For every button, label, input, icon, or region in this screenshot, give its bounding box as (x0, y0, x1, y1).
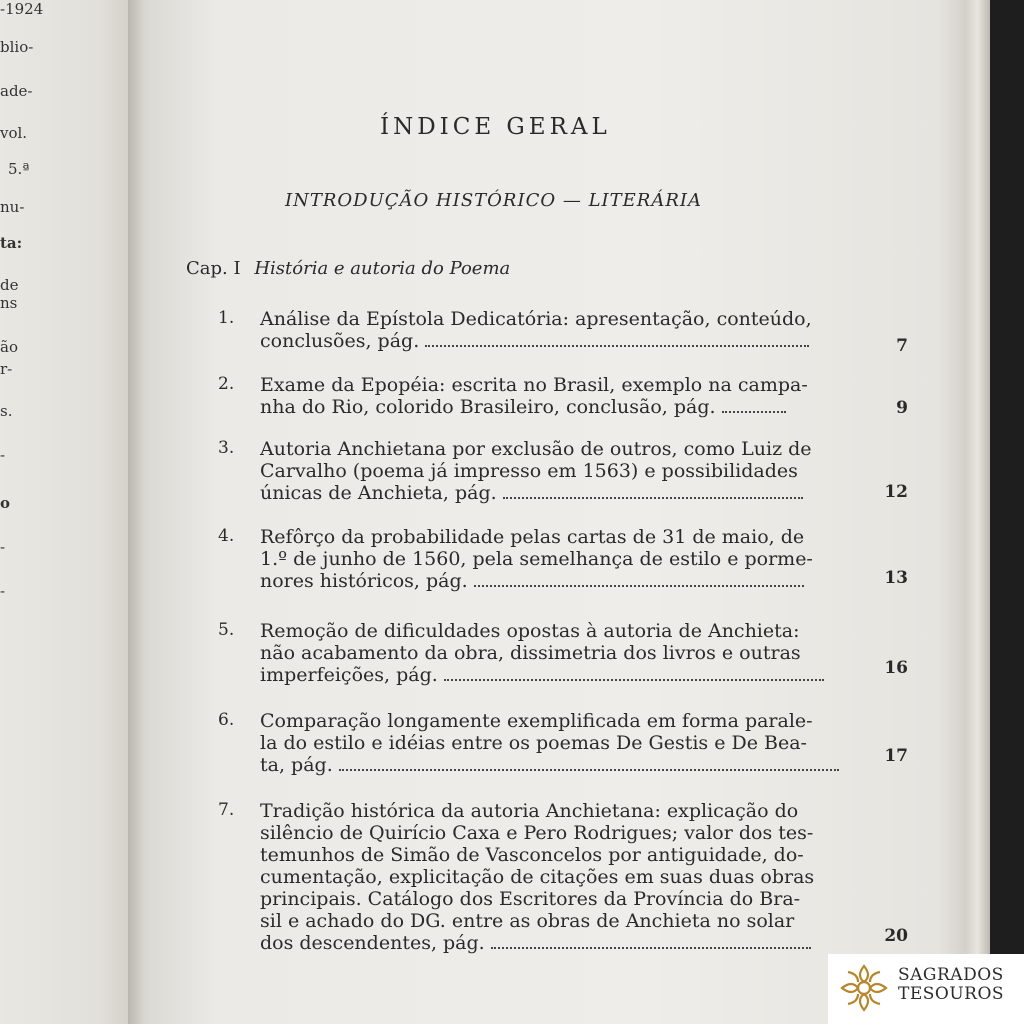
entry-line: Refôrço da probabilidade pelas cartas de 31 de maio, de (260, 526, 805, 548)
entry-number: 6. (218, 710, 235, 730)
entry-line: 1.º de junho de 1560, pela semelhança de estilo e pormе- (260, 548, 813, 570)
entry-line: Remoção de dificuldades opostas à autoria de Anchieta: (260, 620, 800, 642)
left-page-fragment: - (0, 582, 6, 600)
left-page-fragment: vol. (0, 124, 28, 142)
dot-leader (491, 933, 811, 949)
chapter-label: Cap. I (186, 258, 241, 279)
entry-text (260, 374, 845, 418)
toc-entry (218, 308, 908, 356)
entry-line-last (260, 482, 845, 504)
toc-entry (218, 438, 908, 508)
entry-line: dos descendentes, pág. (260, 932, 485, 954)
dot-leader (444, 665, 824, 681)
left-page-fragment: o (0, 494, 11, 512)
toc-entry (218, 710, 908, 780)
toc-entry (218, 526, 908, 596)
entry-line-last (260, 330, 845, 352)
dot-leader (425, 331, 809, 347)
entry-page-number: 20 (884, 926, 908, 946)
entry-page-number: 9 (896, 398, 908, 418)
entry-page-number: 13 (884, 568, 908, 588)
entry-line: conclusões, pág. (260, 330, 420, 352)
section-subtitle: INTRODUÇÃO HISTÓRICO — LITERÁRIA (285, 190, 702, 211)
left-page-fragment: r- (0, 360, 13, 378)
left-page-fragment: ade- (0, 82, 33, 100)
left-page-fragment: - (0, 538, 6, 556)
dot-leader (722, 397, 786, 413)
entry-page-number: 12 (884, 482, 908, 502)
left-page-fragment: ns (0, 294, 18, 312)
entry-line: imperfeições, pág. (260, 664, 438, 686)
entry-line: principais. Catálogo dos Escritores da Província do Bra- (260, 888, 801, 910)
entry-line: nha do Rio, colorido Brasileiro, conclusão, pág. (260, 396, 716, 418)
left-page-fragment: - (0, 446, 6, 464)
entry-line: Carvalho (poema já impresso em 1563) e possibilidades (260, 460, 798, 482)
entry-line: Comparação longamente exemplificada em forma parale- (260, 710, 813, 732)
page-edge (965, 0, 990, 1024)
left-page-fragment: blio- (0, 38, 34, 56)
entry-number: 1. (218, 308, 235, 328)
toc-entry (218, 620, 908, 690)
entry-page-number: 7 (896, 336, 908, 356)
entry-line: Exame da Epopéia: escrita no Brasil, exemplo na campa- (260, 374, 808, 396)
entry-line: temunhos de Simão de Vasconcelos por antiguidade, do- (260, 844, 804, 866)
left-page (0, 0, 140, 1024)
entry-line: Análise da Epístola Dedicatória: apresentação, conteúdo, (260, 308, 812, 330)
left-page-fragment: de (0, 276, 19, 294)
entry-line-last (260, 570, 845, 592)
entry-line-last (260, 754, 845, 776)
left-page-fragment: ta: (0, 234, 23, 252)
page-title: ÍNDICE GERAL (380, 114, 611, 140)
entry-text (260, 800, 845, 954)
entry-line: não acabamento da obra, dissimetria dos livros e outras (260, 642, 801, 664)
watermark-line: SAGRADOS (898, 965, 1004, 985)
entry-number: 5. (218, 620, 235, 640)
entry-line-last (260, 664, 845, 686)
entry-line: únicas de Anchieta, pág. (260, 482, 497, 504)
entry-page-number: 16 (884, 658, 908, 678)
left-page-fragment: s. (0, 402, 13, 420)
entry-text (260, 526, 845, 592)
entry-text (260, 438, 845, 504)
entry-number: 2. (218, 374, 235, 394)
chapter-title: História e autoria do Poema (254, 258, 511, 279)
entry-text (260, 710, 845, 776)
entry-number: 4. (218, 526, 235, 546)
entry-number: 3. (218, 438, 235, 458)
entry-line: Tradição histórica da autoria Anchietana: explicação do (260, 800, 799, 822)
chapter-heading (186, 258, 510, 279)
entry-number: 7. (218, 800, 235, 820)
entry-line-last (260, 396, 845, 418)
entry-line-last (260, 932, 845, 954)
watermark-text (898, 966, 1004, 1004)
entry-line: silêncio de Quirício Caxa e Pero Rodrigues; valor dos tes- (260, 822, 814, 844)
entry-line: sil e achado do DG. entre as obras de Anchieta no solar (260, 910, 795, 932)
entry-page-number: 17 (884, 746, 908, 766)
toc-entry (218, 374, 908, 422)
watermark-line: TESOUROS (898, 984, 1005, 1004)
toc-entry (218, 800, 908, 960)
left-page-fragment: nu- (0, 198, 25, 216)
left-page-fragment: -1924 (0, 0, 44, 18)
left-page-fragment: 5.ª (8, 160, 30, 178)
entry-line: cumentação, explicitação de citações em suas duas obras (260, 866, 815, 888)
entry-line: ta, pág. (260, 754, 333, 776)
dot-leader (503, 483, 803, 499)
dot-leader (474, 571, 804, 587)
entry-line: la do estilo e idéias entre os poemas De Gestis e De Bea- (260, 732, 807, 754)
entry-line: Autoria Anchietana por exclusão de outros, como Luiz de (260, 438, 812, 460)
dot-leader (339, 755, 839, 771)
left-page-fragment: ão (0, 338, 18, 356)
watermark-logo (828, 954, 1024, 1024)
ornament-icon (838, 962, 890, 1014)
entry-text (260, 308, 845, 352)
entry-text (260, 620, 845, 686)
entry-line: nores históricos, pág. (260, 570, 468, 592)
